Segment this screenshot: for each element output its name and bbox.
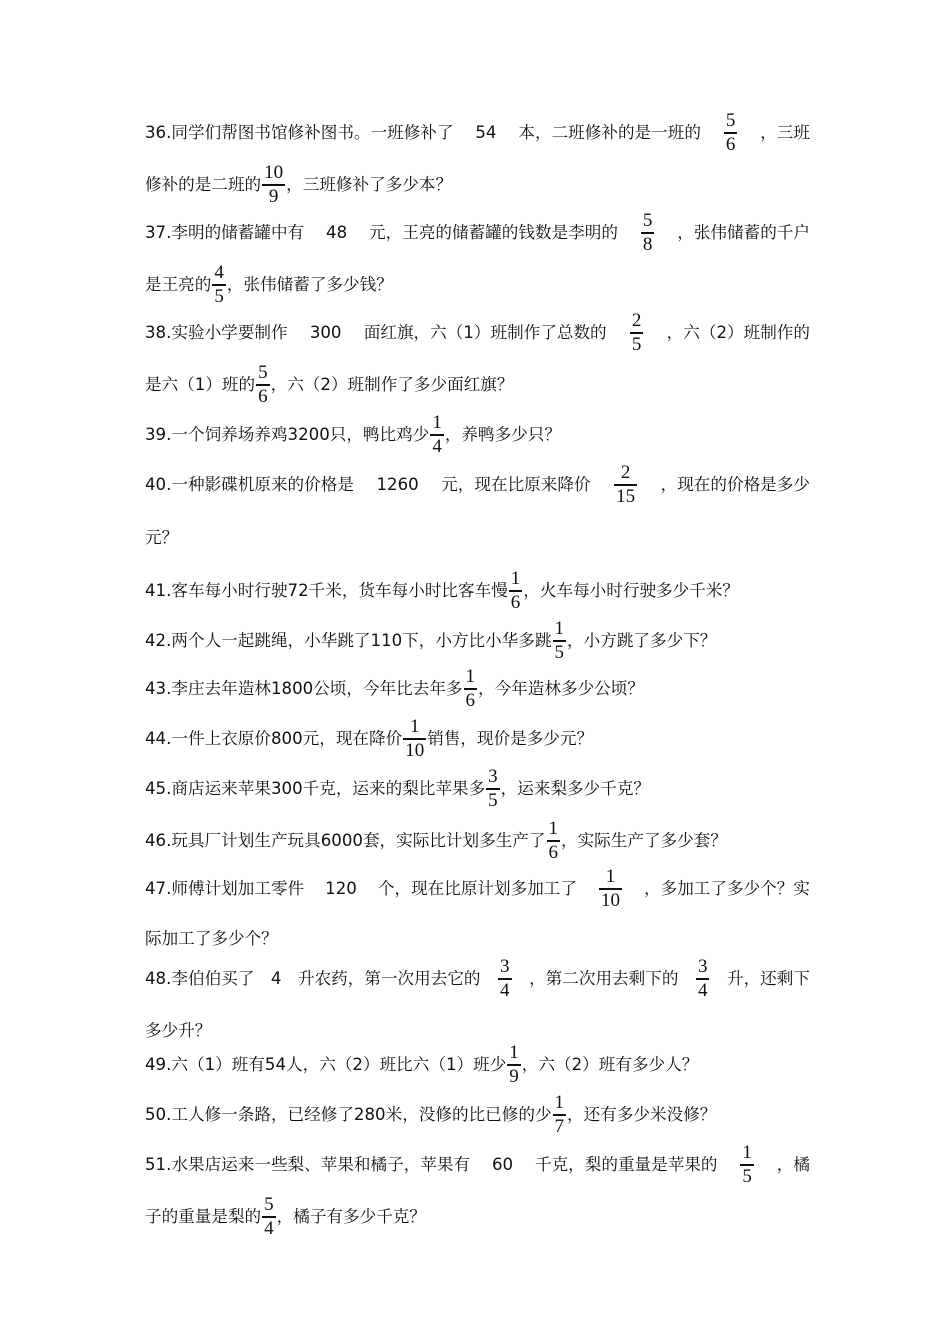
problem-line xyxy=(145,515,810,561)
fraction xyxy=(212,263,226,306)
fraction-numerator: 10 xyxy=(264,162,284,184)
problem-line xyxy=(145,262,810,308)
problem-text: 43.李庄去年造林 xyxy=(145,678,271,698)
fraction-numerator: 1 xyxy=(432,412,442,434)
problem-text: 60 xyxy=(491,1154,514,1174)
problem-line xyxy=(145,766,810,812)
problem-text: ，橘 xyxy=(776,1154,810,1174)
fraction-denominator: 10 xyxy=(601,889,620,911)
fraction-denominator: 4 xyxy=(500,979,510,1001)
problem-text: 个，现在比原计划多加工了 xyxy=(377,878,577,898)
problem-text: ，橘子有多少千克？ xyxy=(276,1206,426,1226)
problem-text: ，第二次用去剩下的 xyxy=(529,968,679,988)
problem-text: 6000 xyxy=(320,830,363,850)
problem-text: 下，小方比小华多跳 xyxy=(402,630,552,650)
fraction xyxy=(740,1143,754,1186)
problem-text: 子的重量是梨的 xyxy=(145,1206,262,1226)
fraction-numerator: 1 xyxy=(510,568,521,590)
problem-text: 38.实验小学要制作 xyxy=(145,322,288,342)
fraction xyxy=(599,867,622,910)
problem-text: 49.六（1）班有 xyxy=(145,1054,265,1074)
problem-text: 110 xyxy=(370,630,403,650)
problem-line xyxy=(145,110,810,156)
fraction-denominator: 6 xyxy=(510,591,521,613)
problem-text: ，现在的价格是多少 xyxy=(660,474,810,494)
problem-line xyxy=(145,210,810,256)
problem-line xyxy=(145,1092,810,1138)
problem-text: 是六（1）班的 xyxy=(145,374,256,394)
fraction-denominator: 4 xyxy=(264,1217,274,1239)
fraction xyxy=(630,311,644,354)
fraction-denominator: 6 xyxy=(465,689,476,711)
problem-line xyxy=(145,462,810,508)
fraction xyxy=(553,619,567,662)
problem-text: 42.两个人一起跳绳，小华跳了 xyxy=(145,630,371,650)
fraction-numerator: 5 xyxy=(258,362,268,384)
fraction xyxy=(724,111,738,154)
problem-text: 公顷，今年比去年多 xyxy=(313,678,463,698)
fraction-denominator: 9 xyxy=(509,1065,519,1087)
problem-text: 是王亮的 xyxy=(145,274,212,294)
fraction-numerator: 3 xyxy=(488,766,498,788)
problem-text: ，运来梨多少千克？ xyxy=(500,778,651,798)
problem-text: ，多加工了多少个？实 xyxy=(644,878,810,898)
fraction xyxy=(498,957,512,1000)
problem-text: 41.客车每小时行驶 xyxy=(145,580,288,600)
problem-text: 千克，运来的梨比苹果多 xyxy=(302,778,486,798)
problem-text: 46.玩具厂计划生产玩具 xyxy=(145,830,321,850)
problem-text: 千克，梨的重量是苹果的 xyxy=(534,1154,718,1174)
problem-text: 39.一个饲养场养鸡 xyxy=(145,424,288,444)
problem-text: 千米，货车每小时比客车慢 xyxy=(308,580,508,600)
problem-text: 多少升？ xyxy=(145,1020,212,1040)
fraction xyxy=(553,1093,567,1136)
problem-line xyxy=(145,618,810,664)
fraction-numerator: 4 xyxy=(214,262,224,284)
fraction-numerator: 1 xyxy=(509,1042,519,1064)
problem-text: ，小方跳了多少下？ xyxy=(567,630,717,650)
problem-line xyxy=(145,866,810,912)
fraction-denominator: 6 xyxy=(548,841,558,863)
fraction-numerator: 1 xyxy=(605,866,616,888)
fraction-denominator: 5 xyxy=(488,789,498,811)
problem-text: 只，鸭比鸡少 xyxy=(329,424,430,444)
problem-text: ，养鸭多少只？ xyxy=(444,424,561,444)
problem-line xyxy=(145,956,810,1002)
problem-text: 4 xyxy=(270,968,282,988)
fraction xyxy=(262,163,285,206)
problem-text: 120 xyxy=(325,878,357,898)
fraction-numerator: 1 xyxy=(548,818,558,840)
problem-line xyxy=(145,818,810,864)
problem-line xyxy=(145,666,810,712)
problem-text: ，三班修补了多少本？ xyxy=(286,174,453,194)
fraction-numerator: 3 xyxy=(697,956,708,978)
problem-line xyxy=(145,1142,810,1188)
problem-text: ，今年造林多少公顷？ xyxy=(478,678,644,698)
problem-line xyxy=(145,162,810,208)
problem-text: 45.商店运来苹果 xyxy=(145,778,271,798)
problem-text: 升，还剩下 xyxy=(726,968,810,988)
fraction-denominator: 9 xyxy=(268,185,279,207)
problem-text: 50.工人修一条路，已经修了 xyxy=(145,1104,354,1124)
fraction-denominator: 5 xyxy=(631,333,642,355)
problem-text: 54 xyxy=(475,122,497,142)
fraction-numerator: 5 xyxy=(725,110,736,132)
fraction xyxy=(696,957,710,1000)
fraction-denominator: 15 xyxy=(616,485,636,507)
problem-text: 3200 xyxy=(287,424,330,444)
fraction xyxy=(641,211,655,254)
problem-line xyxy=(145,1194,810,1240)
problem-text: 47.师傅计划加工零件 xyxy=(145,878,305,898)
problem-text: 销售，现价是多少元？ xyxy=(427,728,594,748)
fraction-numerator: 1 xyxy=(409,716,420,738)
problem-text: 元，王亮的储蓄罐的钱数是李明的 xyxy=(369,222,618,242)
fraction-denominator: 5 xyxy=(214,285,224,307)
problem-text: 元，现在比原来降价 xyxy=(441,474,591,494)
problem-text: 际加工了多少个？ xyxy=(145,928,278,948)
problem-text: 51.水果店运来一些梨、苹果和橘子，苹果有 xyxy=(145,1154,471,1174)
fraction-denominator: 4 xyxy=(432,435,442,457)
fraction-numerator: 2 xyxy=(631,310,642,332)
fraction-numerator: 1 xyxy=(554,618,565,640)
fraction-numerator: 1 xyxy=(742,1142,752,1164)
problem-text: ，火车每小时行驶多少千米？ xyxy=(523,580,740,600)
fraction xyxy=(256,363,270,406)
fraction-denominator: 5 xyxy=(554,641,565,663)
fraction xyxy=(509,569,523,612)
problem-text: ，还有多少米没修？ xyxy=(567,1104,717,1124)
fraction xyxy=(507,1043,521,1086)
problem-text: ，张伟储蓄了多少钱？ xyxy=(226,274,393,294)
problem-text: 800 xyxy=(270,728,303,748)
problem-text: 套，实际比计划多生产了 xyxy=(362,830,546,850)
fraction-denominator: 4 xyxy=(697,979,708,1001)
fraction-numerator: 5 xyxy=(264,1194,274,1216)
problem-line xyxy=(145,412,810,458)
problem-text: ，三班 xyxy=(760,122,810,142)
problem-text: 40.一种影碟机原来的价格是 xyxy=(145,474,354,494)
problem-line xyxy=(145,362,810,408)
fraction xyxy=(262,1195,276,1238)
fraction-denominator: 5 xyxy=(742,1165,752,1187)
problem-text: 元？ xyxy=(145,527,179,547)
problem-text: 300 xyxy=(309,322,342,342)
problem-text: ，六（2）班制作的 xyxy=(666,322,810,342)
fraction-denominator: 7 xyxy=(554,1115,565,1137)
fraction-numerator: 2 xyxy=(620,462,631,484)
fraction xyxy=(614,463,637,506)
problem-text: 72 xyxy=(287,580,309,600)
problem-text: 44.一件上衣原价 xyxy=(145,728,271,748)
problem-text: 54 xyxy=(264,1054,287,1074)
fraction-numerator: 3 xyxy=(500,956,510,978)
fraction-denominator: 8 xyxy=(642,233,653,255)
problem-text: 300 xyxy=(270,778,303,798)
fraction-denominator: 10 xyxy=(405,739,425,761)
fraction xyxy=(430,413,444,456)
problem-line xyxy=(145,1042,810,1088)
problem-text: 36.同学们帮图书馆修补图书。一班修补了 xyxy=(145,122,454,142)
problem-text: 升农药，第一次用去它的 xyxy=(297,968,481,988)
fraction xyxy=(403,717,426,760)
problem-text: 米，没修的比已修的少 xyxy=(385,1104,552,1124)
fraction xyxy=(547,819,561,862)
problem-text: 人，六（2）班比六（1）班少 xyxy=(286,1054,507,1074)
problem-line xyxy=(145,310,810,356)
problem-text: 48.李伯伯买了 xyxy=(145,968,255,988)
problem-text: 修补的是二班的 xyxy=(145,174,262,194)
problem-text: 元，现在降价 xyxy=(302,728,403,748)
problem-text: 1260 xyxy=(376,474,419,494)
fraction-numerator: 1 xyxy=(554,1092,565,1114)
problem-text: ，实际生产了多少套？ xyxy=(561,830,727,850)
fraction xyxy=(464,667,478,710)
problem-text: 280 xyxy=(353,1104,386,1124)
problem-text: ，张伟储蓄的千户 xyxy=(677,222,810,242)
problem-text: 1800 xyxy=(270,678,314,698)
problem-text: 37.李明的储蓄罐中有 xyxy=(145,222,305,242)
problem-text: ，六（2）班制作了多少面红旗？ xyxy=(270,374,514,394)
fraction xyxy=(486,767,500,810)
problem-line xyxy=(145,716,810,762)
fraction-numerator: 5 xyxy=(642,210,653,232)
fraction-denominator: 6 xyxy=(725,133,736,155)
problem-text: ，六（2）班有多少人？ xyxy=(521,1054,699,1074)
fraction-numerator: 1 xyxy=(465,666,476,688)
fraction-denominator: 6 xyxy=(258,385,268,407)
problem-text: 面红旗，六（1）班制作了总数的 xyxy=(363,322,607,342)
problem-line xyxy=(145,568,810,614)
problem-text: 48 xyxy=(326,222,348,242)
problem-text: 本，二班修补的是一班的 xyxy=(518,122,701,142)
